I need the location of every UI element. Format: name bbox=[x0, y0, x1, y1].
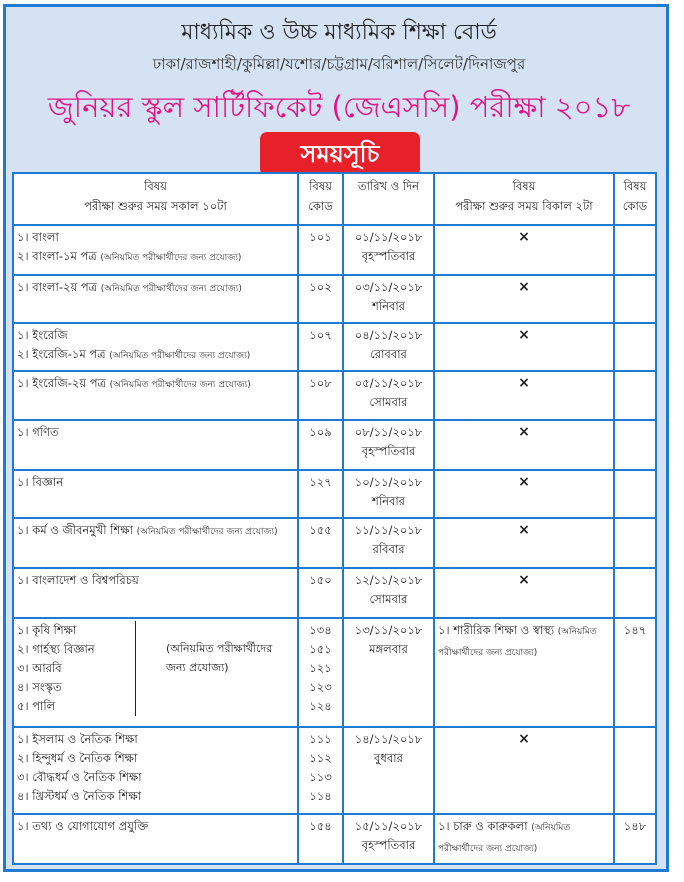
afternoon-subject-cell bbox=[434, 814, 614, 864]
no-exam-cross-icon: × bbox=[518, 474, 530, 490]
subject-name: ৩। আরবি bbox=[17, 661, 62, 675]
subject-code: ১৫৫ bbox=[309, 523, 332, 537]
afternoon-subject-cell bbox=[434, 727, 614, 814]
subject-line bbox=[17, 817, 294, 836]
subject-code: ১২৩ bbox=[309, 680, 332, 694]
exam-day: বৃহস্পতিবার bbox=[361, 249, 416, 263]
subject-code: ১২৭ bbox=[309, 475, 332, 489]
subject-code: ১৫০ bbox=[309, 573, 332, 587]
date-cell bbox=[343, 518, 434, 568]
subject-name: ১। বাংলা bbox=[17, 230, 59, 244]
subject-code-cell bbox=[298, 275, 343, 323]
subject-code: ১২৪ bbox=[309, 699, 332, 713]
subject-name: ১। শারীরিক শিক্ষা ও স্বাস্থ্য bbox=[438, 623, 555, 637]
exam-day: বুধবার bbox=[374, 751, 403, 765]
subject-code: ১১২ bbox=[309, 751, 332, 765]
date-cell bbox=[343, 420, 434, 470]
exam-day: রবিবার bbox=[372, 542, 405, 556]
schedule-badge: সময়সূচি bbox=[260, 132, 420, 176]
afternoon-subject-cell bbox=[434, 371, 614, 420]
subject-line bbox=[17, 640, 135, 659]
subject-name: ১। কর্ম ও জীবনমুখী শিক্ষা bbox=[17, 523, 133, 537]
subject-code-cell bbox=[298, 518, 343, 568]
subject-name: ১। তথ্য ও যোগাযোগ প্রযুক্তি bbox=[17, 819, 149, 833]
subject-code-cell bbox=[298, 727, 343, 814]
subject-group bbox=[17, 621, 294, 716]
table-row bbox=[13, 371, 656, 420]
exam-day: রোববার bbox=[370, 347, 407, 361]
afternoon-code-cell: ১৪৭ bbox=[614, 618, 656, 727]
subject-code: ১১৪ bbox=[309, 789, 332, 803]
exam-date: ১০/১১/২০১৮ bbox=[354, 475, 423, 489]
subject-note: (অনিয়মিত পরীক্ষার্থীদের জন্য প্রযোজ্য) bbox=[438, 627, 597, 658]
no-exam-cross-icon: × bbox=[518, 229, 530, 245]
subject-code: ১০৭ bbox=[309, 328, 332, 342]
subject-line bbox=[17, 278, 294, 299]
subject-note: (অনিয়মিত পরীক্ষার্থীদের জন্য প্রযোজ্য) bbox=[100, 253, 242, 263]
afternoon-subject-cell bbox=[434, 518, 614, 568]
subject-code: ১৩৪ bbox=[309, 623, 332, 637]
subject-line bbox=[438, 817, 610, 859]
subject-line bbox=[17, 473, 294, 492]
exam-day: বৃহস্পতিবার bbox=[361, 838, 416, 852]
subject-code: ১১৩ bbox=[309, 770, 332, 784]
date-cell bbox=[343, 727, 434, 814]
date-cell bbox=[343, 814, 434, 864]
subject-name: ১। ইসলাম ও নৈতিক শিক্ষা bbox=[17, 732, 138, 746]
morning-subject-cell bbox=[13, 225, 298, 275]
afternoon-code-cell bbox=[614, 568, 656, 618]
table-row bbox=[13, 518, 656, 568]
afternoon-subject-cell bbox=[434, 275, 614, 323]
no-exam-cross-icon: × bbox=[518, 327, 530, 343]
date-cell bbox=[343, 323, 434, 371]
date-cell bbox=[343, 371, 434, 420]
afternoon-subject-cell bbox=[434, 568, 614, 618]
subject-name: ১। ইংরেজি bbox=[17, 328, 68, 342]
table-row bbox=[13, 727, 656, 814]
exam-date: ০৪/১১/২০১৮ bbox=[354, 328, 423, 342]
morning-subject-cell bbox=[13, 275, 298, 323]
subject-line bbox=[17, 374, 294, 395]
afternoon-code-cell bbox=[614, 420, 656, 470]
no-exam-cross-icon: × bbox=[518, 572, 530, 588]
date-cell bbox=[343, 275, 434, 323]
subject-name: ১। বাংলা-২য় পত্র bbox=[17, 280, 98, 294]
subject-code-cell bbox=[298, 371, 343, 420]
subject-note: (অনিয়মিত পরীক্ষার্থীদের জন্য প্রযোজ্য) bbox=[100, 284, 242, 294]
subject-name: ৩। বৌদ্ধধর্ম ও নৈতিক শিক্ষা bbox=[17, 770, 142, 784]
exam-date: ০১/১১/২০১৮ bbox=[354, 230, 423, 244]
exam-day: শনিবার bbox=[371, 494, 406, 508]
exam-day: শনিবার bbox=[371, 299, 406, 313]
exam-date: ১১/১১/২০১৮ bbox=[354, 523, 423, 537]
subject-code-cell bbox=[298, 420, 343, 470]
no-exam-cross-icon: × bbox=[518, 375, 530, 391]
exam-date: ০৩/১১/২০১৮ bbox=[354, 280, 423, 294]
afternoon-code-cell bbox=[614, 275, 656, 323]
subject-line bbox=[17, 621, 135, 640]
subject-line bbox=[17, 678, 135, 697]
morning-subject-cell bbox=[13, 323, 298, 371]
subject-code: ১১১ bbox=[309, 732, 332, 746]
subject-line bbox=[17, 247, 294, 268]
no-exam-cross-icon: × bbox=[518, 522, 530, 538]
subject-note: (অনিয়মিত পরীক্ষার্থীদের জন্য প্রযোজ্য) bbox=[438, 823, 571, 854]
table-row bbox=[13, 275, 656, 323]
subject-code-cell bbox=[298, 568, 343, 618]
subject-code: ১৫১ bbox=[309, 642, 332, 656]
morning-subject-cell bbox=[13, 618, 298, 727]
table-row bbox=[13, 618, 656, 727]
exam-date: ১২/১১/২০১৮ bbox=[354, 573, 423, 587]
subject-name: ১। বাংলাদেশ ও বিশ্বপরিচয় bbox=[17, 573, 139, 587]
subject-code-cell bbox=[298, 470, 343, 518]
subject-line bbox=[17, 749, 294, 768]
afternoon-subject-cell bbox=[434, 323, 614, 371]
subject-code: ১৫৪ bbox=[309, 819, 332, 833]
exam-day: বৃহস্পতিবার bbox=[361, 444, 416, 458]
morning-subject-cell bbox=[13, 420, 298, 470]
table-row bbox=[13, 225, 656, 275]
date-cell bbox=[343, 568, 434, 618]
exam-day: মঙ্গলবার bbox=[369, 642, 408, 656]
subject-line bbox=[17, 228, 294, 247]
subject-line bbox=[17, 326, 294, 345]
exam-date: ১৪/১১/২০১৮ bbox=[354, 732, 423, 746]
board-name: মাধ্যমিক ও উচ্চ মাধ্যমিক শিক্ষা বোর্ড bbox=[181, 20, 497, 45]
morning-subject-cell bbox=[13, 568, 298, 618]
date-cell bbox=[343, 225, 434, 275]
subject-name: ১। গণিত bbox=[17, 425, 59, 439]
table-row bbox=[13, 470, 656, 518]
no-exam-cross-icon: × bbox=[518, 424, 530, 440]
afternoon-code-cell bbox=[614, 323, 656, 371]
table-row bbox=[13, 568, 656, 618]
subject-code: ১০৯ bbox=[309, 425, 332, 439]
subject-name: ১। বিজ্ঞান bbox=[17, 475, 64, 489]
subject-name: ৫। পালি bbox=[17, 699, 56, 713]
subject-group-note: (অনিয়মিত পরীক্ষার্থীদের জন্য প্রযোজ্য) bbox=[166, 642, 273, 674]
subject-name: ২। বাংলা-১ম পত্র bbox=[17, 249, 97, 263]
header-morning-subject: বিষয় পরীক্ষা শুরুর সময় সকাল ১০টা bbox=[13, 173, 298, 225]
afternoon-code-cell bbox=[614, 371, 656, 420]
subject-name: ১। কৃষি শিক্ষা bbox=[17, 623, 77, 637]
afternoon-code-cell bbox=[614, 518, 656, 568]
subject-line bbox=[17, 730, 294, 749]
subject-name: ৪। খ্রিস্টধর্ম ও নৈতিক শিক্ষা bbox=[17, 789, 141, 803]
morning-subject-cell bbox=[13, 518, 298, 568]
header-afternoon-code: বিষয় কোড bbox=[614, 173, 656, 225]
exam-title: জুনিয়র স্কুল সার্টিফিকেট (জেএসসি) পরীক্ষা ২০১৮ bbox=[47, 90, 631, 124]
subject-name: ১। চারু ও কারুকলা bbox=[438, 819, 528, 833]
boards-list: ঢাকা/রাজশাহী/কুমিল্লা/যশোর/চট্টগ্রাম/বরিশাল/সিলেট/দিনাজপুর bbox=[152, 55, 526, 73]
subject-line bbox=[17, 571, 294, 590]
afternoon-code-cell bbox=[614, 727, 656, 814]
no-exam-cross-icon: × bbox=[518, 731, 530, 747]
no-exam-cross-icon: × bbox=[518, 279, 530, 295]
subject-line bbox=[17, 345, 294, 366]
exam-date: ১৩/১১/২০১৮ bbox=[354, 623, 423, 637]
table-row bbox=[13, 323, 656, 371]
morning-subject-cell bbox=[13, 814, 298, 864]
afternoon-code-cell bbox=[614, 225, 656, 275]
subject-code: ১০২ bbox=[309, 280, 332, 294]
subject-code: ১২১ bbox=[309, 661, 332, 675]
table-header-row bbox=[13, 173, 656, 225]
subject-line bbox=[17, 423, 294, 442]
subject-line bbox=[17, 521, 294, 542]
afternoon-subject-cell bbox=[434, 618, 614, 727]
exam-schedule-table bbox=[12, 172, 657, 865]
subject-name: ২। ইংরেজি-১ম পত্র bbox=[17, 347, 106, 361]
date-cell bbox=[343, 470, 434, 518]
subject-group-list bbox=[17, 621, 136, 716]
morning-subject-cell bbox=[13, 470, 298, 518]
table-row bbox=[13, 814, 656, 864]
subject-code-cell bbox=[298, 323, 343, 371]
afternoon-subject-cell bbox=[434, 225, 614, 275]
exam-day: সোমবার bbox=[369, 592, 408, 606]
subject-line bbox=[17, 787, 294, 806]
subject-name: ৪। সংস্কৃত bbox=[17, 680, 62, 694]
subject-line bbox=[17, 768, 294, 787]
subject-note: (অনিয়মিত পরীক্ষার্থীদের জন্য প্রযোজ্য) bbox=[109, 351, 251, 361]
exam-date: ০৮/১১/২০১৮ bbox=[354, 425, 423, 439]
subject-name: ২। হিন্দুধর্ম ও নৈতিক শিক্ষা bbox=[17, 751, 138, 765]
subject-line bbox=[17, 659, 135, 678]
date-cell bbox=[343, 618, 434, 727]
subject-code-cell bbox=[298, 225, 343, 275]
subject-name: ১। ইংরেজি-২য় পত্র bbox=[17, 376, 107, 390]
subject-note: (অনিয়মিত পরীক্ষার্থীদের জন্য প্রযোজ্য) bbox=[136, 527, 278, 537]
subject-name: ২। গার্হস্থ্য বিজ্ঞান bbox=[17, 642, 95, 656]
exam-date: ০৫/১১/২০১৮ bbox=[354, 376, 423, 390]
header-date-day: তারিখ ও দিন bbox=[343, 173, 434, 225]
header-afternoon-subject: বিষয় পরীক্ষা শুরুর সময় বিকাল ২টা bbox=[434, 173, 614, 225]
subject-note: (অনিয়মিত পরীক্ষার্থীদের জন্য প্রযোজ্য) bbox=[109, 380, 251, 390]
subject-code-cell bbox=[298, 814, 343, 864]
exam-day: সোমবার bbox=[369, 395, 408, 409]
subject-line bbox=[17, 697, 135, 716]
afternoon-code-cell bbox=[614, 470, 656, 518]
afternoon-subject-cell bbox=[434, 420, 614, 470]
afternoon-code-cell: ১৪৮ bbox=[614, 814, 656, 864]
morning-subject-cell bbox=[13, 727, 298, 814]
afternoon-subject-cell bbox=[434, 470, 614, 518]
subject-code: ১০৮ bbox=[309, 376, 332, 390]
morning-subject-cell bbox=[13, 371, 298, 420]
header-code: বিষয় কোড bbox=[298, 173, 343, 225]
exam-date: ১৫/১১/২০১৮ bbox=[354, 819, 423, 833]
subject-code: ১০১ bbox=[309, 230, 332, 244]
table-row bbox=[13, 420, 656, 470]
subject-line bbox=[438, 621, 610, 663]
subject-code-cell bbox=[298, 618, 343, 727]
